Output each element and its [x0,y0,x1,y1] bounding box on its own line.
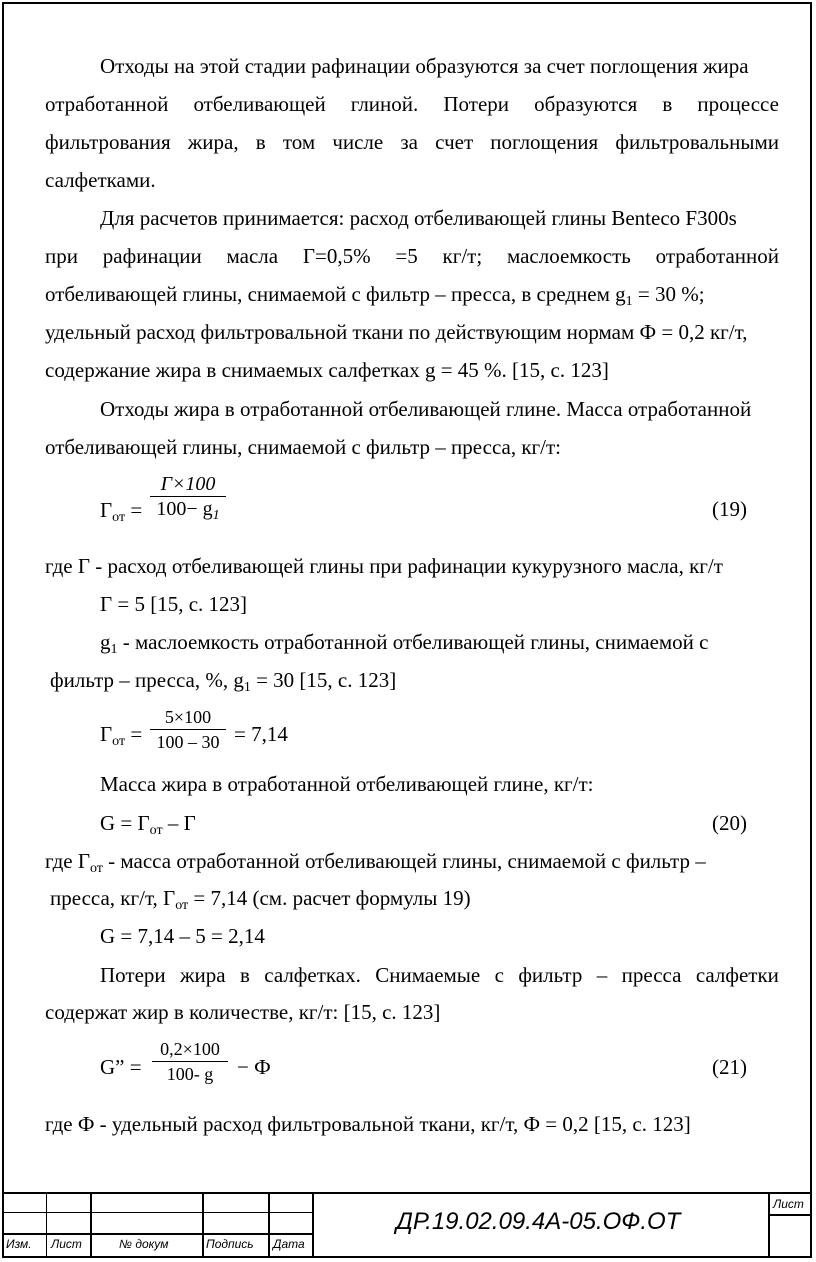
word: Потери [100,963,166,987]
word: кг/т; [442,244,483,268]
word: салфетках. [264,963,361,987]
word: в [239,963,250,987]
para4: Масса жира в отработанной отбеливающей глине, кг/т: [100,772,594,796]
word: жира, [187,130,239,154]
where1-line3: $g_1$ - маслоемкость отработанной отбеливающей глины, снимаемой с [100,630,709,657]
word: с [494,963,504,987]
word: отработанной [655,244,779,268]
eq19-fraction [150,472,226,521]
eq21-numerator: 0,2×100 [160,1039,220,1059]
para2-line3: отбеливающей глины, снимаемой с фильтр – пресса, в среднем $g_1 = 30$ %; [45,282,705,309]
word: при [45,244,78,268]
eq21-tail: − Ф [237,1055,271,1079]
calc19-denominator: 100 – 30 [156,732,220,752]
word: жира [180,963,226,987]
where1-line4: фильтр – пресса, %, $g_1 = 30$ [15, с. 123] [50,668,397,695]
col-izm: Изм. [6,1237,32,1251]
sheet-label: Лист [773,1197,804,1211]
word: процессе [697,92,779,116]
word: салфетки [695,963,779,987]
title-block [2,1192,812,1258]
word: в [255,130,266,154]
calc19-fraction [150,705,226,754]
eq19-lhs: $Г_{от}$ = [100,498,143,525]
eq20: $G = Г_{от} - Г$ [100,811,196,838]
calc19-lhs: $Г_{от}$ = [100,722,143,749]
word: счет [435,130,474,154]
para1-line1: Отходы на этой стадии рафинации образуются за счет поглощения жира [100,54,749,78]
para1-line2 [45,92,779,116]
word: отбеливающей [193,92,326,116]
para5-line2: содержат жир в количестве, кг/т: [15, с. 123] [45,1000,441,1024]
word: фильтровальными [615,130,779,154]
col-signature: Подпись [206,1237,254,1251]
calc19-result: = 7,14 [234,722,288,746]
para5-line1 [100,963,779,987]
where2-line3: G = 7,14 – 5 = 2,14 [100,924,265,948]
calc19-numerator: 5×100 [164,707,212,727]
word: Потери [443,92,509,116]
eq19-numerator: Г×100 [160,473,216,495]
word: поглощения [490,130,599,154]
para2-line5: содержание жира в снимаемых салфетках g = 45 %. [15, с. 123] [45,358,609,382]
where1-line2: Г = 5 [15, с. 123] [100,592,248,616]
para2-line1: Для расчетов принимается: расход отбеливающей глины Benteco F300s [100,206,737,230]
col-doc-number: № докум [119,1237,169,1251]
para3-line1: Отходы жира в отработанной отбеливающей глине. Масса отработанной [100,397,752,421]
word: в [662,92,673,116]
word: образуются [534,92,638,116]
para1-line3 [45,130,779,154]
document-code: ДР.19.02.09.4А-05.ОФ.ОТ [396,1208,681,1235]
where2-line2: пресса, кг/т, $Г_{от} = 7,14$ (см. расчет формулы 19) [50,886,471,913]
word: фильтрования [45,130,171,154]
word: том [282,130,316,154]
para2-line4: удельный расход фильтровальной ткани по действующим нормам Ф = 0,2 кг/т, [45,320,748,344]
word: числе [332,130,384,154]
word: отработанной [45,92,169,116]
word: глиной. [350,92,419,116]
eq19-number: (19) [712,497,747,521]
para2-line2 [45,244,779,268]
col-list: Лист [51,1237,82,1251]
word: Снимаемые [375,963,481,987]
col-date: Дата [273,1237,305,1251]
word: масла [226,244,279,268]
para1-line4: салфетками. [45,168,156,192]
word: Г=0,5% [302,244,371,268]
word: фильтр [518,963,583,987]
word: маслоемкость [506,244,631,268]
where3: где Ф - удельный расход фильтровальной ткани, кг/т, Ф = 0,2 [15, с. 123] [45,1112,691,1136]
word: за [400,130,419,154]
word: рафинации [102,244,202,268]
eq21-fraction [152,1037,228,1086]
where1-line1: где Г - расход отбеливающей глины при рафинации кукурузного масла, кг/т [45,554,723,578]
eq19-denominator: $100- g_1$ [156,498,220,523]
eq21-denominator: 100- g [166,1064,214,1084]
word: – [596,963,608,987]
eq21-lhs: G” = [100,1055,142,1079]
word: пресса [621,963,682,987]
word: =5 [395,244,418,268]
eq20-number: (20) [712,811,747,835]
eq21-number: (21) [712,1055,747,1079]
where2-line1: где $Г_{от}$ - масса отработанной отбеливающей глины, снимаемой с фильтр – [45,849,706,876]
para3-line2: отбеливающей глины, снимаемой с фильтр – пресса, кг/т: [45,435,562,459]
